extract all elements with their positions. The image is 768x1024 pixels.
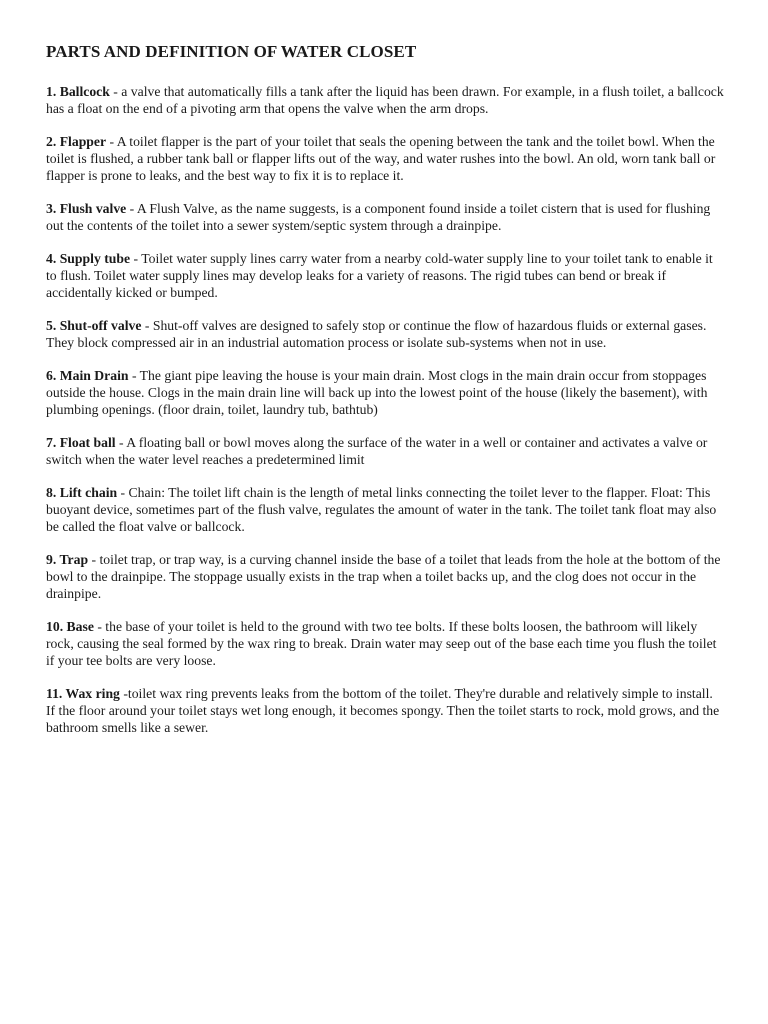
- document-title: PARTS AND DEFINITION OF WATER CLOSET: [46, 42, 417, 61]
- definition-term: 1. Ballcock: [46, 84, 110, 99]
- definition-term: 10. Base: [46, 619, 94, 634]
- definition-text: -toilet wax ring prevents leaks from the bottom of the toilet. They're durable and relatively simple to install. If the floor around your toilet stays wet long enough, it becomes spongy. Then the toilet starts to rock, mold grows, and the bathroom smells like a sewer.: [46, 686, 720, 735]
- definition-entry-ballcock: [46, 83, 724, 117]
- definition-term: 8. Lift chain: [46, 485, 118, 500]
- definition-entry-main-drain: [46, 367, 724, 418]
- definition-term: 2. Flapper: [46, 134, 107, 149]
- definition-entry-wax-ring: [46, 685, 724, 736]
- definition-term: 3. Flush valve: [46, 201, 127, 216]
- definition-text: - A floating ball or bowl moves along the surface of the water in a well or container and activates a valve or switch when the water level reaches a predetermined limit: [46, 435, 708, 467]
- definition-text: - the base of your toilet is held to the ground with two tee bolts. If these bolts loosen, the bathroom will likely rock, causing the seal formed by the wax ring to break. Drain water may seep out of the base each time you flush the toilet if your tee bolts are very loose.: [46, 619, 717, 668]
- definition-text: - Chain: The toilet lift chain is the length of metal links connecting the toilet lever to the flapper. Float: This buoyant device, sometimes part of the flush valve, regulates the amount of water in the tank. The toilet tank float may also be called the float valve or ballcock.: [46, 485, 717, 534]
- definition-text: - The giant pipe leaving the house is your main drain. Most clogs in the main drain occur from stoppages outside the house. Clogs in the main drain line will back up into the lowest point of the house (likely the basement), with plumbing openings. (floor drain, toilet, laundry tub, bathtub): [46, 368, 708, 417]
- definition-entry-float-ball: [46, 434, 724, 468]
- definition-entry-supply-tube: [46, 250, 724, 301]
- definition-entry-trap: [46, 551, 724, 602]
- definition-term: 5. Shut-off valve: [46, 318, 142, 333]
- definition-entry-shut-off-valve: [46, 317, 724, 351]
- definition-entry-flush-valve: [46, 200, 724, 234]
- definition-text: - A toilet flapper is the part of your toilet that seals the opening between the tank and the toilet bowl. When the toilet is flushed, a rubber tank ball or flapper lifts out of the way, and water rushes into the bowl. An old, worn tank ball or flapper is prone to leaks, and the best way to fix it is to replace it.: [46, 134, 716, 183]
- definition-text: - a valve that automatically fills a tank after the liquid has been drawn. For example, in a flush toilet, a ballcock has a float on the end of a pivoting arm that opens the valve when the arm drops.: [46, 84, 724, 116]
- definition-entry-base: [46, 618, 724, 669]
- definition-text: - Toilet water supply lines carry water from a nearby cold-water supply line to your toilet tank to enable it to flush. Toilet water supply lines may develop leaks for a variety of reasons. The rigid tubes can bend or break if accidentally kicked or bumped.: [46, 251, 713, 300]
- definition-entry-lift-chain: [46, 484, 724, 535]
- definition-text: - toilet trap, or trap way, is a curving channel inside the base of a toilet that leads from the hole at the bottom of the bowl to the drainpipe. The stoppage usually exists in the trap when a toilet backs up, and the clog does not occur in the drainpipe.: [46, 552, 721, 601]
- definition-term: 6. Main Drain: [46, 368, 129, 383]
- definition-text: - Shut-off valves are designed to safely stop or continue the flow of hazardous fluids or external gases. They block compressed air in an industrial automation process or isolate sub-systems when not in use.: [46, 318, 707, 350]
- definition-entry-flapper: [46, 133, 724, 184]
- definition-term: 9. Trap: [46, 552, 89, 567]
- definition-text: - A Flush Valve, as the name suggests, is a component found inside a toilet cistern that is used for flushing out the contents of the toilet into a sewer system/septic system through a drainpipe.: [46, 201, 711, 233]
- definition-term: 4. Supply tube: [46, 251, 131, 266]
- definition-term: 7. Float ball: [46, 435, 116, 450]
- definition-term: 11. Wax ring: [46, 686, 120, 701]
